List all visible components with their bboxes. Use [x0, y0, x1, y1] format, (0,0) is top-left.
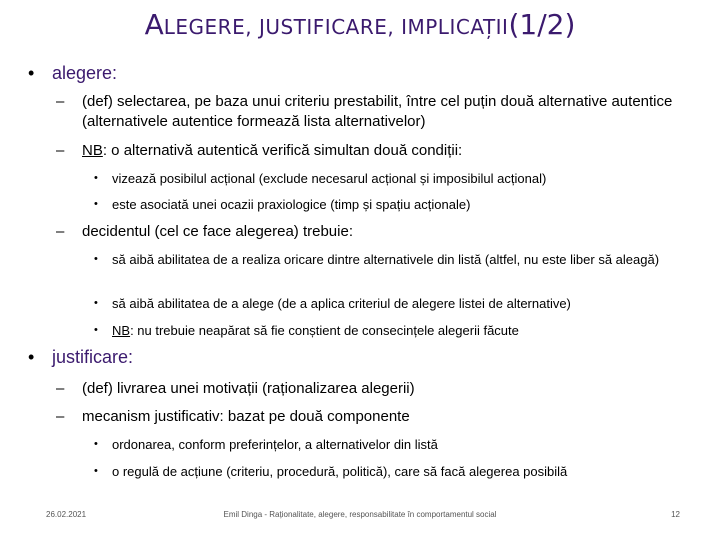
mecanism-item-1-text: ordonarea, conform preferințelor, a alternativelor din listă — [112, 437, 438, 452]
mecanism-item-1 — [94, 436, 700, 453]
nb-item-1-text: vizează posibilul acțional (exclude necesarul acțional și imposibilul acțional) — [112, 171, 547, 186]
bullet-alegere — [28, 63, 118, 84]
mecanism-item-2-text: o regulă de acțiune (criteriu, procedură, politică), care să facă alegerea posibilă — [112, 464, 568, 479]
justificare-mecanism — [56, 407, 692, 427]
nb2-label: NB — [112, 323, 131, 338]
bullet-dot: • — [28, 347, 35, 367]
alegere-decident — [56, 222, 692, 242]
mecanism-item-2 — [94, 463, 700, 480]
dash-marker: – — [56, 142, 65, 159]
mecanism-text: mecanism justificativ: bazat pe două componente — [82, 408, 410, 425]
bullet-justificare — [28, 347, 134, 368]
alegere-nb — [56, 141, 692, 161]
bullet-dot: • — [94, 465, 98, 477]
nb-item-1 — [94, 170, 692, 187]
title-separator: , — [245, 15, 259, 39]
dash-marker: – — [56, 408, 65, 425]
nb2-text: : nu trebuie neapărat să fie conștient de consecințele alegerii făcute — [130, 323, 519, 338]
bullet-justificare-label: justificare: — [52, 347, 134, 367]
decident-item-2 — [94, 295, 700, 312]
nb-item-2 — [94, 196, 692, 213]
title-initial: A — [144, 8, 164, 41]
bullet-dot: • — [94, 253, 98, 265]
decident-item-1 — [94, 251, 700, 268]
alegere-definition-text: (def) selectarea, pe baza unui criteriu prestabilit, între cel puțin două alternative autentice (alternativele autentice formează lista alternativelor) — [82, 93, 673, 130]
dash-marker: – — [56, 223, 65, 240]
bullet-dot: • — [94, 198, 98, 210]
decident-item-1-text: să aibă abilitatea de a realiza oricare dintre alternativele din listă (altfel, nu este liber să aleagă) — [112, 252, 660, 267]
bullet-alegere-label: alegere: — [52, 63, 118, 83]
bullet-dot: • — [94, 297, 98, 309]
justificare-definition — [56, 379, 692, 399]
bullet-dot: • — [94, 172, 98, 184]
title-word-implicatii: IMPLICAȚII — [401, 15, 509, 39]
decident-nb — [94, 322, 700, 339]
slide-title — [0, 8, 720, 41]
dash-marker: – — [56, 380, 65, 397]
footer-center-text: Emil Dinga - Raționalitate, alegere, responsabilitate în comportamentul social — [223, 510, 497, 519]
dash-marker: – — [56, 93, 65, 110]
decident-text: decidentul (cel ce face alegerea) trebuie: — [82, 223, 353, 240]
bullet-dot: • — [94, 438, 98, 450]
title-page-fraction: (1/2) — [508, 8, 576, 41]
title-word-justificare: JUSTIFICARE — [258, 15, 388, 39]
footer-page-number: 12 — [671, 510, 680, 519]
bullet-dot: • — [94, 324, 98, 336]
nb-text: : o alternativă autentică verifică simultan două condiții: — [102, 142, 463, 159]
decident-item-2-text: să aibă abilitatea de a alege (de a aplica criteriul de alegere listei de alternative) — [112, 296, 571, 311]
alegere-definition — [56, 92, 692, 132]
footer-date: 26.02.2021 — [46, 510, 87, 519]
title-word-alegere: LEGERE — [163, 15, 246, 39]
nb-item-2-text: este asociată unei ocazii praxiologice (timp și spațiu acționale) — [112, 197, 471, 212]
bullet-dot: • — [28, 63, 35, 83]
title-separator: , — [387, 15, 402, 39]
nb-label: NB — [82, 142, 103, 159]
justificare-definition-text: (def) livrarea unei motivații (raționalizarea alegerii) — [82, 380, 415, 397]
